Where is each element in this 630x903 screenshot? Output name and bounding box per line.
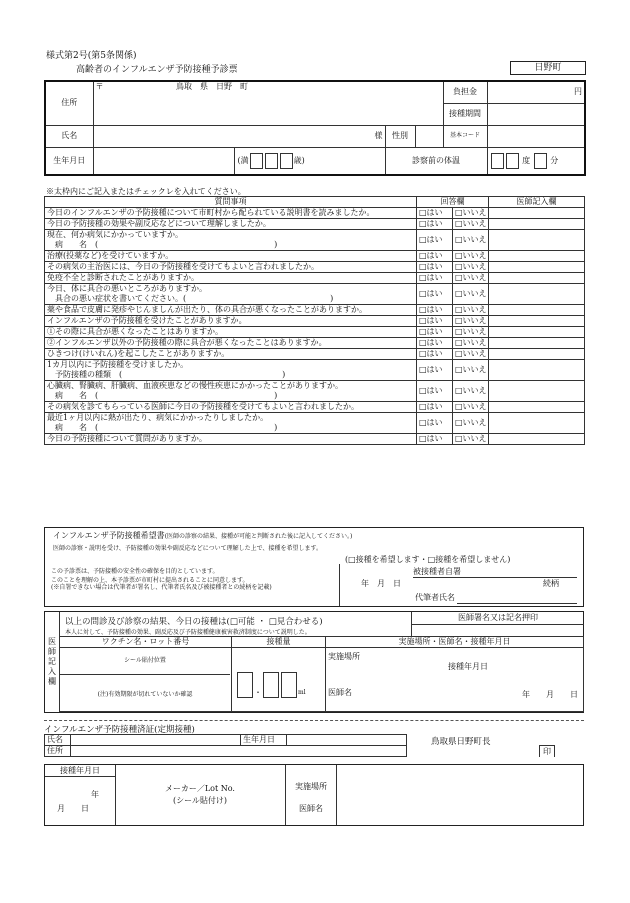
doctor-note-cell[interactable] [489,208,585,219]
doctor-signature-field[interactable] [411,624,584,636]
question-text [45,273,417,284]
burden-label: 負担金 [443,81,487,103]
question-text-main: 今日の予防接種の効果や副反応などについて理解しましたか。 [47,219,271,228]
question-text-main: ①その際に具合が悪くなったことはありますか。 [47,327,223,336]
answer-yes[interactable]: □はい [417,305,453,316]
age-digit-3[interactable] [280,153,293,169]
question-text [45,413,417,434]
answer-yes[interactable]: □はい [417,413,453,434]
temp-deg: 度 [522,155,531,165]
cert-date-label: 接種年月日 [45,765,115,777]
answer-yes[interactable]: □はい [417,402,453,413]
questions-table [44,196,585,445]
wish-line2: 医師の診察・説明を受け、予防接種の効果や副反応などについて理解した上で、接種を希望します。 [53,545,323,552]
cert-place-field[interactable] [335,765,583,825]
doctor-note-cell[interactable] [489,327,585,338]
place-cell[interactable] [326,648,584,712]
name-label: 氏名 [45,125,93,147]
answer-no[interactable]: □いいえ [453,316,489,327]
question-row [45,273,585,284]
doctor-note-cell[interactable] [489,360,585,381]
doctor-note-cell[interactable] [489,262,585,273]
question-text-main: その病気を診てもらっている医師に今日の予防接種を受けてもよいと言われましたか。 [47,402,359,411]
answer-yes[interactable]: □はい [417,208,453,219]
question-subtext[interactable]: 病 名 ( ) [55,240,278,249]
doctor-side-label: 医師記入欄 [47,637,57,687]
question-text-main: その病気の主治医には、今日の予防接種を受けてもよいと言われましたか。 [47,262,319,271]
sign-date[interactable]: 年 月 日 [361,579,401,588]
cert-address-field[interactable] [71,746,407,757]
place-label: 実施場所・医師名・接種年月日 [326,637,584,648]
cert-place-label: 実施場所 [295,782,327,791]
period-label: 接種期間 [443,103,487,125]
relation-label: 続柄 [543,579,559,588]
certificate-title: インフルエンザ予防接種済証(定期接種) [44,725,195,735]
col-answer: 回答欄 [417,197,489,208]
doctor-note-cell[interactable] [489,230,585,251]
question-text-main: 免疫不全と診断されたことがありますか。 [47,273,199,282]
question-row [45,338,585,349]
form-title: 高齢者のインフルエンザ予防接種予診票 [76,65,238,75]
sticker-label: シール貼付位置 [124,657,166,664]
question-text [45,305,417,316]
question-text-main: 心臓病、腎臓病、肝臓病、血液疾患などの慢性疾患にかかったことがありますか。 [47,381,343,390]
temp-digit-1[interactable] [491,153,504,169]
doctor-note-cell[interactable] [489,305,585,316]
answer-yes[interactable]: □はい [417,434,453,445]
question-text-main: ②インフルエンザ以外の予防接種の際に具合が悪くなったことはありますか。 [47,338,327,347]
cert-address-label: 住所 [45,746,71,757]
question-row [45,349,585,360]
amount-digit-3[interactable] [281,672,297,698]
sex-label: 性別 [385,125,415,147]
doctor-note-cell[interactable] [489,316,585,327]
place-field: 実施場所 [328,652,360,661]
period-field[interactable] [487,103,585,125]
answer-no[interactable]: □いいえ [453,434,489,445]
answer-no[interactable]: □いいえ [453,262,489,273]
question-text-main: 1カ月以内に予防接種を受けましたか。 [47,360,189,369]
answer-yes[interactable]: □はい [417,349,453,360]
answer-no[interactable]: □いいえ [453,219,489,230]
doctor-note-cell[interactable] [489,251,585,262]
address-value[interactable]: 鳥取 県 日野 町 [176,82,249,91]
doctor-note-cell[interactable] [489,381,585,402]
applicant-info-table [44,80,586,176]
instruction: ※太枠内にご記入またはチェックレを入れてください。 [46,187,246,196]
answer-no[interactable]: □いいえ [453,305,489,316]
doctor-note-cell[interactable] [489,338,585,349]
answer-no[interactable]: □いいえ [453,251,489,262]
cert-month-day: 月 日 [57,804,89,813]
question-row [45,251,585,262]
answer-no[interactable]: □いいえ [453,327,489,338]
answer-no[interactable]: □いいえ [453,360,489,381]
basic-code-label: 基本コード [443,125,487,147]
cert-dob-label: 生年月日 [241,735,287,746]
postal-mark: 〒 [95,82,104,91]
form-number: 様式第2号(第5条関係) [46,51,137,61]
amount-dot: ・ [254,688,262,697]
age-close: 歳) [293,155,305,165]
answer-yes[interactable]: □はい [417,251,453,262]
temp-min: 分 [550,155,559,165]
doctor-note-cell[interactable] [489,284,585,305]
cert-detail [44,764,584,826]
question-row [45,284,585,305]
certificate-table [44,734,585,757]
amount-cell[interactable] [232,648,326,712]
answer-yes[interactable]: □はい [417,316,453,327]
answer-yes[interactable]: □はい [417,284,453,305]
proxy-label: 代筆者氏名 [415,593,455,602]
question-row [45,381,585,402]
question-text [45,327,417,338]
question-subtext[interactable]: 具合の悪い症状を書いてください。( ) [55,294,334,303]
doctor-explain-line: 本人に対して、予防接種の効果、副反応及び予防接種健康被害救済制度について説明した。 [65,629,311,636]
cert-issuer: 鳥取県日野町長 [431,736,491,747]
address-label: 住所 [45,81,93,125]
question-row [45,262,585,273]
question-subtext[interactable]: 病 名 ( ) [55,423,278,432]
question-row [45,219,585,230]
doctor-note-cell[interactable] [489,434,585,445]
temp-label: 診察前の体温 [385,147,487,175]
doctor-note-cell[interactable] [489,413,585,434]
question-text-main: 今日のインフルエンザの予防接種について市町村から配られている説明書を読みましたか。 [47,208,375,217]
answer-no[interactable]: □いいえ [453,230,489,251]
cert-year: 年 [91,790,99,799]
question-row [45,327,585,338]
question-row [45,360,585,381]
question-text-main: 治療(投薬など)を受けていますか。 [47,251,174,260]
answer-no[interactable]: □いいえ [453,349,489,360]
doctor-section [44,611,584,713]
cert-maker-label: メーカー／Lot No. [165,784,235,793]
question-text [45,284,417,305]
wish-note2: このことを理解の上、本予診票が市町村に提出されることに同意します。 [51,577,249,584]
col-item: 質問事項 [45,197,417,208]
question-row [45,305,585,316]
answer-no[interactable]: □いいえ [453,208,489,219]
question-text [45,208,417,219]
expiry-note: (注)有効期限が切れていないか確認 [97,691,193,698]
question-text-main: ひきつけ(けいれん)を起こしたことがありますか。 [47,349,230,358]
cert-date-box[interactable] [45,765,116,825]
question-text-main: 最近1ヶ月以内に熱が出たり、病気にかかったりしましたか。 [47,413,269,422]
amount-label: 接種量 [232,637,326,648]
date-field: 接種年月日 [448,662,488,671]
basic-code-field[interactable] [487,125,585,147]
question-row [45,413,585,434]
answer-no[interactable]: □いいえ [453,338,489,349]
question-row [45,230,585,251]
wish-note1: この予診票は、予防接種の安全性の確保を目的としています。 [51,568,219,575]
answer-no[interactable]: □いいえ [453,273,489,284]
question-row [45,434,585,445]
question-subtext[interactable]: 病 名 ( ) [55,391,278,400]
cert-name-field[interactable] [71,735,241,746]
cert-sticker-label: (シール貼付け) [172,796,228,805]
doctor-note-cell[interactable] [489,402,585,413]
question-text [45,402,417,413]
wish-note3: (※自署できない場合は代筆者が署名し、代筆者氏名及び被接種者との続柄を記載) [51,584,272,591]
answer-yes[interactable]: □はい [417,262,453,273]
answer-no[interactable]: □いいえ [453,381,489,402]
question-row [45,208,585,219]
question-text [45,338,417,349]
answer-yes[interactable]: □はい [417,230,453,251]
dob-label: 生年月日 [45,147,93,175]
vaccine-table [59,636,584,712]
question-text [45,230,417,251]
question-text-main: 現在、何か病気にかかっていますか。 [47,230,183,239]
doctor-ymd: 年 月 日 [522,690,578,699]
question-text [45,262,417,273]
question-text [45,349,417,360]
amount-digit-1[interactable] [237,672,253,698]
sama-suffix: 様 [374,131,383,140]
age-digit-1[interactable] [250,153,263,169]
answer-yes[interactable]: □はい [417,381,453,402]
doctor-note-cell[interactable] [489,349,585,360]
temp-digit-3[interactable] [534,153,547,169]
name-field[interactable] [93,125,385,147]
cert-name-label: 氏名 [45,735,71,746]
wish-title-note: (医師の診察の結果、接種が可能と判断された後に記入してください。) [164,533,353,540]
answer-yes[interactable]: □はい [417,327,453,338]
question-text-main: 薬や食品で皮膚に発疹やじんましんが出たり、体の具合が悪くなったことがありますか。 [47,305,367,314]
amount-ml: ml [298,689,306,696]
question-subtext[interactable]: 予防接種の種類 ( ) [55,370,286,379]
question-text [45,219,417,230]
answer-yes[interactable]: □はい [417,360,453,381]
burden-unit: 円 [574,87,583,97]
vaccine-label: ワクチン名・ロット番号 [60,637,232,648]
burden-field[interactable] [487,81,585,103]
cert-dob-field[interactable] [287,735,407,746]
question-text-main: 今日、体に具合の悪いところがありますか。 [47,284,207,293]
question-text [45,381,417,402]
question-text-main: 今日の予防接種について質問がありますか。 [47,434,207,443]
wish-title: インフルエンザ予防接種希望書 [53,531,165,540]
temp-digit-2[interactable] [506,153,519,169]
doctor-field: 医師名 [328,688,352,697]
signer-label: 被接種者自署 [413,567,461,576]
dob-field[interactable] [93,147,385,175]
cert-place-box [285,765,337,825]
age-digit-2[interactable] [265,153,278,169]
cert-seal: 印 [539,745,555,757]
amount-digit-2[interactable] [263,672,279,698]
answer-no[interactable]: □いいえ [453,284,489,305]
age-box [234,148,305,174]
col-doctor: 医師記入欄 [489,197,585,208]
sex-field[interactable] [415,125,443,147]
sticker-cell[interactable] [60,648,232,712]
answer-yes[interactable]: □はい [417,219,453,230]
age-open: (満 [237,155,249,165]
town-box: 日野町 [510,61,586,75]
doctor-note-cell[interactable] [489,273,585,284]
question-text [45,360,417,381]
answer-no[interactable]: □いいえ [453,402,489,413]
answer-yes[interactable]: □はい [417,273,453,284]
answer-yes[interactable]: □はい [417,338,453,349]
question-text [45,316,417,327]
question-text-main: インフルエンザの予防接種を受けたことがありますか。 [47,316,247,325]
temp-field[interactable] [487,147,585,175]
wish-choice[interactable]: (□接種を希望します・□接種を希望しません) [345,555,511,564]
doctor-result-line[interactable]: 以上の問診及び診察の結果、今日の接種は(□可能 ・ □見合わせる) [65,617,323,627]
doctor-note-cell[interactable] [489,219,585,230]
cert-doctor-label: 医師名 [299,804,323,813]
question-row [45,316,585,327]
wish-section [44,527,584,607]
question-text [45,251,417,262]
question-row [45,402,585,413]
doctor-signature-label: 医師署名又は記名押印 [411,612,584,625]
answer-no[interactable]: □いいえ [453,413,489,434]
question-text [45,434,417,445]
